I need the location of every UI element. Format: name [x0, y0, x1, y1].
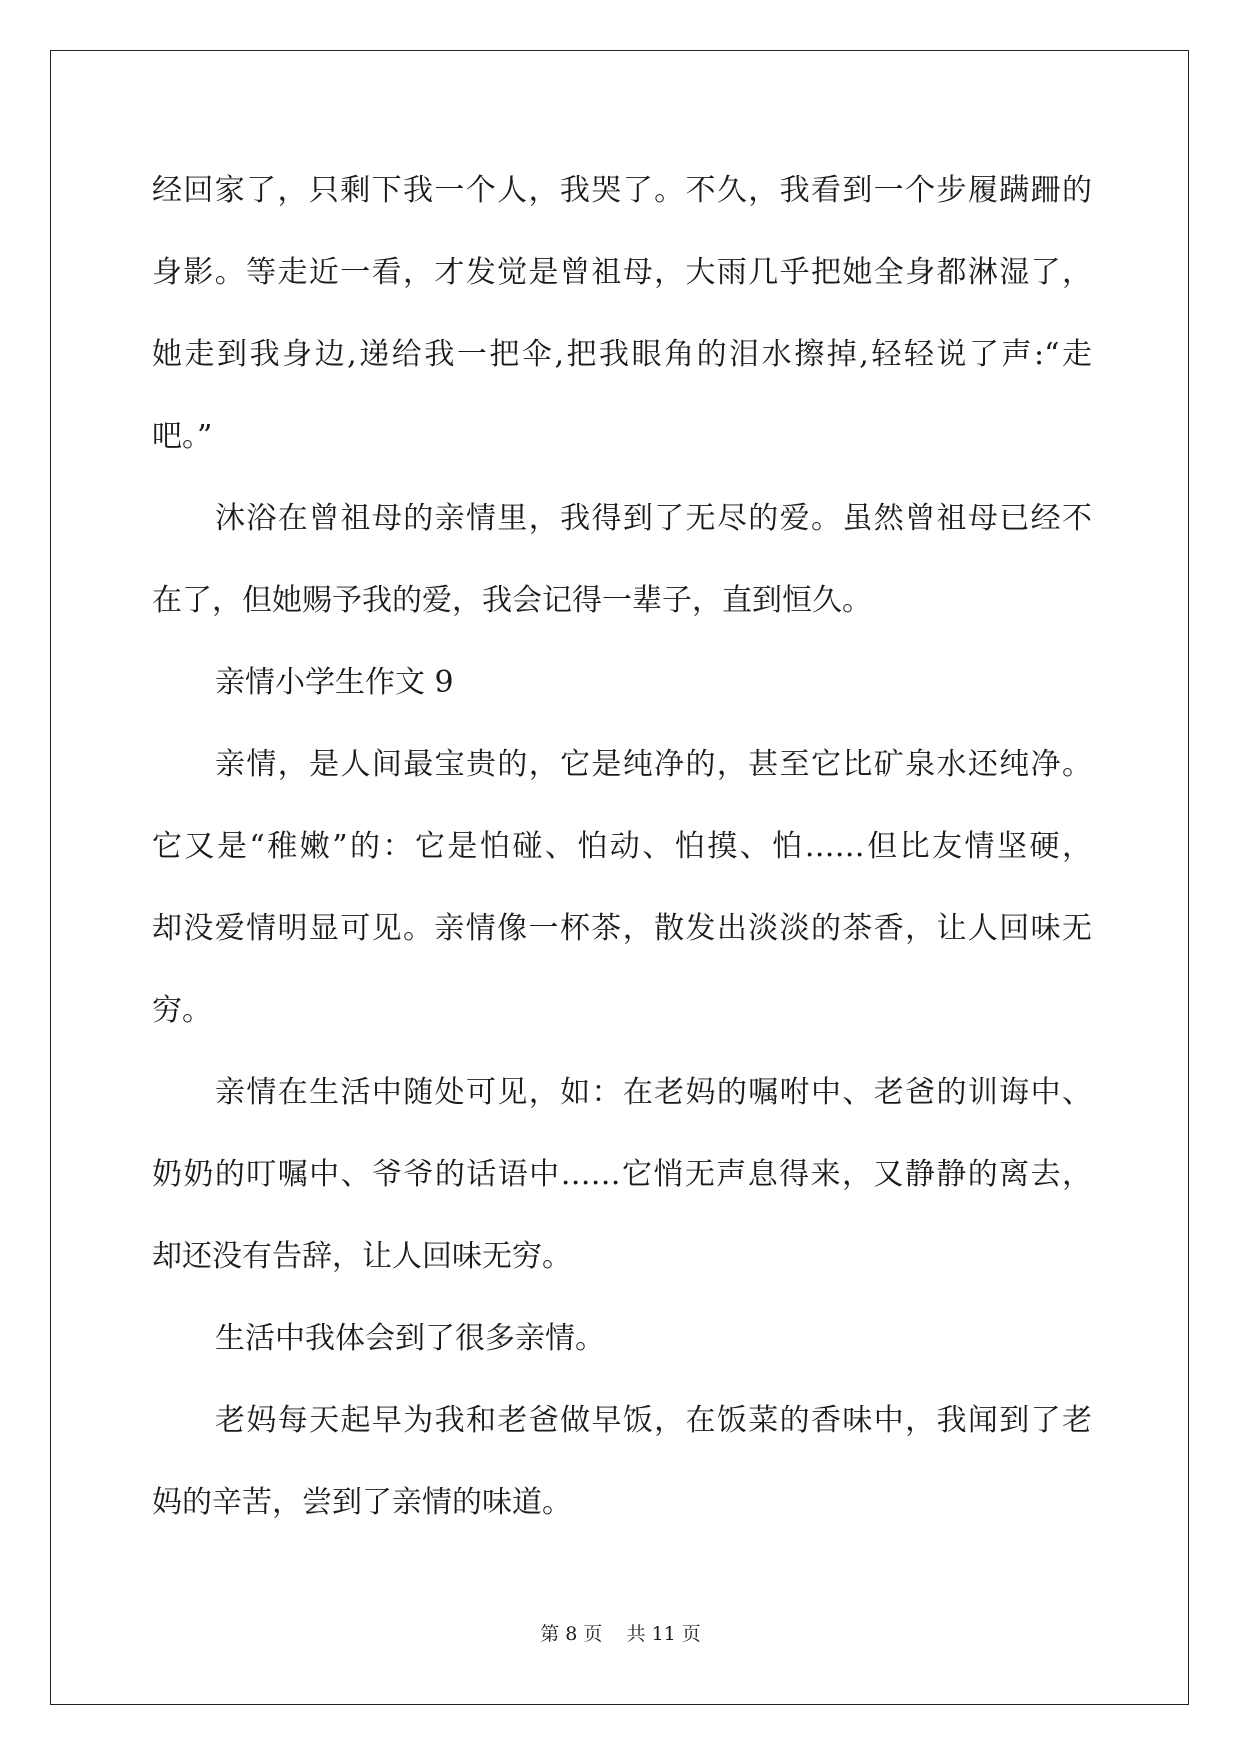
text-line: 她走到我身边,递给我一把伞,把我眼角的泪水擦掉,轻轻说了声:“走 [152, 337, 1092, 372]
text-line: 在了，但她赐予我的爱，我会记得一辈子，直到恒久。 [152, 583, 872, 618]
page-footer [0, 1622, 1241, 1646]
text-line: 穷。 [152, 993, 212, 1028]
text-line: 它又是“稚嫩”的：它是怕碰、怕动、怕摸、怕……但比友情坚硬， [152, 829, 1092, 864]
text-line: 经回家了，只剩下我一个人，我哭了。不久，我看到一个步履蹒跚的 [152, 173, 1092, 208]
text-line: 生活中我体会到了很多亲情。 [215, 1321, 605, 1356]
text-line: 亲情小学生作文 9 [215, 665, 454, 700]
text-line: 亲情，是人间最宝贵的，它是纯净的，甚至它比矿泉水还纯净。 [215, 747, 1092, 782]
text-line: 却没爱情明显可见。亲情像一杯茶，散发出淡淡的茶香，让人回味无 [152, 911, 1092, 946]
text-line: 奶奶的叮嘱中、爷爷的话语中……它悄无声息得来，又静静的离去， [152, 1157, 1092, 1192]
document-body [152, 162, 1092, 1556]
text-line: 却还没有告辞，让人回味无穷。 [152, 1239, 572, 1274]
text-line: 亲情在生活中随处可见，如：在老妈的嘱咐中、老爸的训诲中、 [215, 1075, 1092, 1110]
text-line: 身影。等走近一看，才发觉是曾祖母，大雨几乎把她全身都淋湿了， [152, 255, 1092, 290]
footer-separator [602, 1623, 626, 1645]
page-total: 共 11 页 [626, 1623, 701, 1645]
text-line: 妈的辛苦，尝到了亲情的味道。 [152, 1485, 572, 1520]
text-line: 沐浴在曾祖母的亲情里，我得到了无尽的爱。虽然曾祖母已经不 [215, 501, 1092, 536]
text-line: 吧。” [152, 419, 213, 454]
text-line: 老妈每天起早为我和老爸做早饭，在饭菜的香味中，我闻到了老 [215, 1403, 1092, 1438]
page-number: 第 8 页 [540, 1623, 603, 1645]
